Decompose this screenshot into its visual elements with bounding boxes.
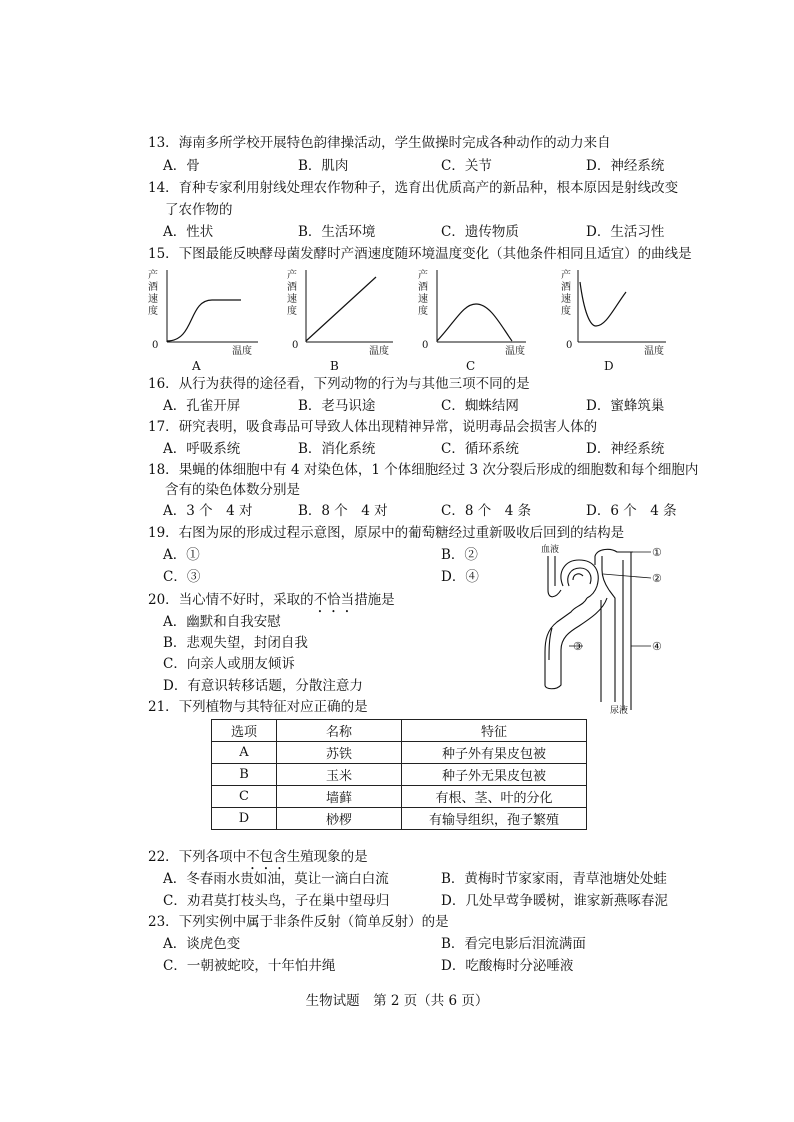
question-21-stem: 21．下列植物与其特征对应正确的是 — [148, 699, 368, 715]
marker-1: ① — [652, 546, 662, 559]
question-18-stem-cont: 含有的染色体数分别是 — [165, 482, 300, 498]
question-20-stem: 20．当心情不好时，采取的不恰当措施是 — [148, 592, 395, 608]
marker-3: ③ — [573, 640, 583, 653]
curve-c — [437, 304, 512, 341]
q16-option-a: A．孔雀开屏 — [163, 398, 241, 414]
q22-option-c: C．劝君莫打枝头鸟，子在巢中望母归 — [163, 893, 390, 909]
svg-text:速: 速 — [418, 294, 428, 305]
svg-text:产: 产 — [418, 270, 428, 281]
svg-text:温度: 温度 — [369, 346, 389, 357]
plant-feature-table — [211, 719, 587, 830]
table-row: D 桫椤 有输导组织，孢子繁殖 — [212, 808, 587, 830]
svg-text:酒: 酒 — [561, 282, 571, 293]
q19-option-d: D．④ — [441, 569, 479, 585]
svg-text:血液: 血液 — [541, 545, 560, 555]
curve-b — [306, 277, 376, 341]
q17-option-b: B．消化系统 — [298, 441, 376, 457]
q20-option-b: B．悲观失望，封闭自我 — [163, 635, 308, 651]
question-15-stem: 15．下图最能反映酵母菌发酵时产酒速度随环境温度变化（其他条件相同且适宜）的曲线是 — [148, 246, 692, 262]
curve-d — [580, 282, 626, 326]
q20-option-d: D．有意识转移话题，分散注意力 — [163, 678, 363, 694]
question-22-stem: 22．下列各项中不包含生殖现象的是 — [148, 849, 368, 865]
q13-option-b: B．肌肉 — [298, 158, 349, 174]
q16-option-d: D．蜜蜂筑巢 — [586, 398, 665, 414]
question-13-stem: 13．海南多所学校开展特色韵律操活动，学生做操时完成各种动作的动力来自 — [148, 135, 611, 151]
q18-option-b: B．8 个 4 对 — [298, 503, 388, 519]
question-18-stem: 18．果蝇的体细胞中有 4 对染色体，1 个体细胞经过 3 次分裂后形成的细胞数和每个细胞内 — [148, 462, 699, 478]
q19-option-a: A．① — [163, 547, 200, 563]
q23-option-d: D．吃酸梅时分泌唾液 — [441, 958, 574, 974]
q23-option-a: A．谈虎色变 — [163, 936, 241, 952]
svg-text:0: 0 — [422, 340, 429, 351]
q23-option-c: C．一朝被蛇咬，十年怕井绳 — [163, 958, 336, 974]
table-header-row: 选项 名称 特征 — [212, 720, 587, 742]
q20-option-c: C．向亲人或朋友倾诉 — [163, 656, 295, 672]
svg-text:酒: 酒 — [418, 282, 428, 293]
graph-d — [561, 268, 666, 373]
svg-text:温度: 温度 — [644, 346, 664, 357]
graph-a — [148, 268, 258, 373]
question-16-stem: 16．从行为获得的途径看，下列动物的行为与其他三项不同的是 — [148, 376, 530, 392]
marker-2: ② — [652, 572, 662, 585]
q17-option-d: D．神经系统 — [586, 441, 665, 457]
q18-option-c: C．8 个 4 条 — [441, 503, 532, 519]
question-17-stem: 17．研究表明，吸食毒品可导致人体出现精神异常，说明毒品会损害人体的 — [148, 419, 598, 435]
q17-option-a: A．呼吸系统 — [163, 441, 241, 457]
svg-text:C: C — [466, 359, 476, 373]
question-19-stem: 19．右图为尿的形成过程示意图，原尿中的葡萄糖经过重新吸收后回到的结构是 — [148, 525, 625, 541]
svg-text:产: 产 — [287, 270, 297, 281]
q22-option-a: A．冬春雨水贵如油，莫让一滴白白流 — [163, 871, 389, 887]
q14-option-d: D．生活习性 — [586, 224, 665, 240]
q17-option-c: C．循环系统 — [441, 441, 519, 457]
q22-option-d: D．几处早莺争暖树，谁家新燕啄春泥 — [441, 893, 668, 909]
svg-text:速: 速 — [287, 294, 297, 305]
graph-c — [418, 268, 526, 373]
svg-text:A: A — [192, 359, 201, 373]
marker-4: ④ — [652, 640, 662, 653]
q14-option-b: B．生活环境 — [298, 224, 376, 240]
svg-text:温度: 温度 — [505, 346, 525, 357]
q20-option-a: A．幽默和自我安慰 — [163, 614, 281, 630]
svg-text:度: 度 — [561, 306, 571, 317]
q14-option-c: C．遗传物质 — [441, 224, 519, 240]
q16-option-c: C．蜘蛛结网 — [441, 398, 519, 414]
svg-text:速: 速 — [561, 294, 571, 305]
q18-option-a: A．3 个 4 对 — [163, 503, 253, 519]
q22-option-b: B．黄梅时节家家雨，青草池塘处处蛙 — [441, 871, 667, 887]
curve-a — [167, 300, 241, 341]
svg-text:温度: 温度 — [232, 346, 252, 357]
q19-option-b: B．② — [441, 547, 478, 563]
table-row: A 苏铁 种子外有果皮包被 — [212, 742, 587, 764]
question-14-stem-cont: 了农作物的 — [165, 202, 233, 218]
q18-option-d: D．6 个 4 条 — [586, 503, 677, 519]
svg-text:酒: 酒 — [148, 282, 158, 293]
page-footer: 生物试题 第 2 页（共 6 页） — [305, 993, 489, 1009]
svg-text:尿液: 尿液 — [610, 706, 629, 715]
q16-option-b: B．老马识途 — [298, 398, 376, 414]
q13-option-c: C．关节 — [441, 158, 492, 174]
graph-b — [287, 268, 393, 373]
table-row: B 玉米 种子外无果皮包被 — [212, 764, 587, 786]
q15-graphs — [0, 262, 794, 374]
question-23-stem: 23．下列实例中属于非条件反射（简单反射）的是 — [148, 914, 449, 930]
svg-text:产: 产 — [148, 270, 158, 281]
svg-text:度: 度 — [418, 306, 428, 317]
svg-text:0: 0 — [292, 340, 299, 351]
q13-option-d: D．神经系统 — [586, 158, 665, 174]
q13-option-a: A．骨 — [163, 158, 200, 174]
svg-text:度: 度 — [287, 306, 297, 317]
svg-text:速: 速 — [148, 294, 158, 305]
question-14-stem: 14．育种专家利用射线处理农作物种子，选育出优质高产的新品种，根本原因是射线改变 — [148, 180, 679, 196]
svg-text:度: 度 — [148, 306, 158, 317]
q14-option-a: A．性状 — [163, 224, 214, 240]
svg-text:产: 产 — [561, 270, 571, 281]
q23-option-b: B．看完电影后泪流满面 — [441, 936, 586, 952]
svg-text:D: D — [604, 359, 614, 373]
table-row: C 墙藓 有根、茎、叶的分化 — [212, 786, 587, 808]
svg-text:0: 0 — [566, 340, 573, 351]
svg-text:B: B — [330, 359, 339, 373]
svg-text:酒: 酒 — [287, 282, 297, 293]
q19-option-c: C．③ — [163, 569, 201, 585]
nephron-diagram — [535, 540, 675, 715]
svg-text:0: 0 — [152, 340, 159, 351]
